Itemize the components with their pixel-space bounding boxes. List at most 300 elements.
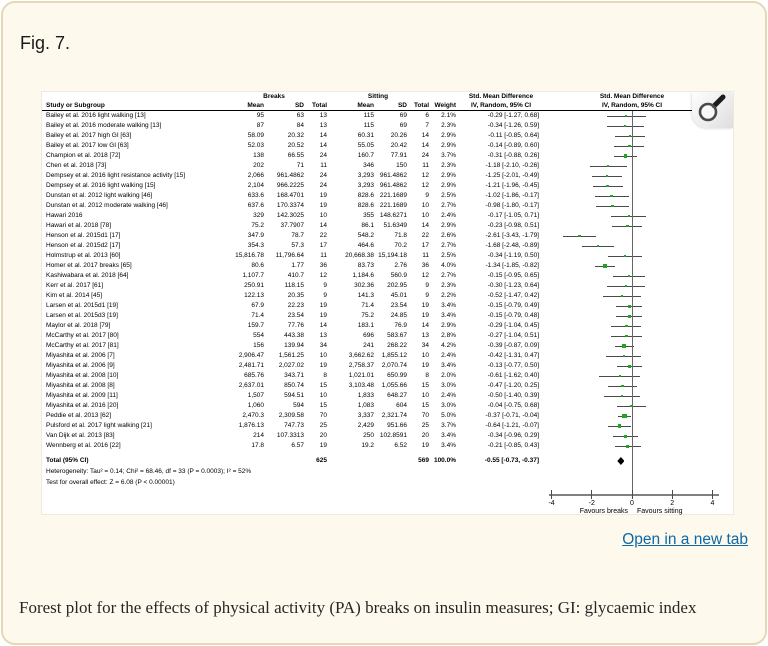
weight: 2.4% [441, 352, 456, 359]
study-row [42, 371, 733, 381]
col-effect-method: IV, Random, 95% CI [470, 102, 532, 109]
ci-plot [547, 171, 735, 181]
ci-text: -0.27 [-1.04, 0.51] [487, 332, 539, 339]
breaks-mean: 1,107.7 [242, 272, 264, 279]
point-estimate-marker [623, 355, 625, 357]
sitting-total: 14 [421, 322, 429, 329]
weight: 3.4% [441, 432, 456, 439]
sitting-sd: 45.01 [390, 292, 407, 299]
weight: 2.9% [441, 182, 456, 189]
breaks-sd: 63 [296, 112, 304, 119]
breaks-total: 9 [323, 292, 327, 299]
ci-plot [547, 221, 735, 231]
sitting-total: 15 [421, 382, 429, 389]
col-study: Study or Subgroup [46, 102, 105, 109]
weight: 2.9% [441, 322, 456, 329]
study-name: Dempsey et al. 2016 light resistance activity [15] [46, 172, 186, 179]
study-name: Henson et al. 2015d1 [17] [46, 232, 121, 239]
study-row [42, 281, 733, 291]
study-name: Larsen et al. 2015d3 [19] [46, 312, 118, 319]
breaks-mean: 122.13 [244, 292, 264, 299]
point-estimate-marker [624, 125, 626, 127]
point-estimate-marker [628, 315, 631, 318]
ci-text: -1.68 [-2.48, -0.89] [485, 242, 539, 249]
breaks-sd: 594 [293, 402, 304, 409]
sitting-total: 11 [422, 252, 429, 259]
weight: 2.7% [441, 272, 456, 279]
sitting-total: 10 [421, 212, 429, 219]
sitting-mean: 241 [363, 342, 374, 349]
ci-plot [547, 411, 735, 421]
study-name: Kerr et al. 2017 [61] [46, 282, 104, 289]
ci-text: -0.37 [-0.71, -0.04] [485, 412, 539, 419]
breaks-mean: 2,906.47 [238, 352, 264, 359]
study-row [42, 141, 733, 151]
study-name: Miyashita et al. 2009 [11] [46, 392, 118, 399]
breaks-sd: 594.51 [284, 392, 304, 399]
breaks-mean: 71.4 [251, 312, 264, 319]
breaks-total: 11 [320, 252, 327, 259]
sitting-mean: 3,293 [357, 182, 374, 189]
sitting-mean: 828.6 [357, 192, 374, 199]
weight: 2.5% [441, 192, 456, 199]
breaks-mean: 633.6 [247, 192, 264, 199]
weight: 2.9% [441, 222, 456, 229]
ci-plot [547, 211, 735, 221]
ci-text: -0.47 [-1.20, 0.25] [487, 382, 539, 389]
study-name: Bailey et al. 2016 light walking [13] [46, 112, 146, 119]
breaks-sd: 1,561.25 [278, 352, 304, 359]
sitting-mean: 160.7 [357, 152, 374, 159]
breaks-sd: 23.54 [287, 312, 304, 319]
sitting-total: 36 [421, 262, 429, 269]
point-estimate-marker [628, 145, 631, 148]
sitting-total: 15 [421, 402, 429, 409]
sitting-mean: 2,429 [357, 422, 374, 429]
point-estimate-marker [626, 225, 629, 228]
ci-text: -0.14 [-0.89, 0.60] [487, 142, 539, 149]
sitting-total: 12 [421, 272, 429, 279]
study-row [42, 111, 733, 121]
point-estimate-marker [578, 235, 580, 237]
breaks-sd: 71 [296, 162, 304, 169]
study-name: Maylor et al. 2018 [79] [46, 322, 111, 329]
breaks-total: 13 [319, 122, 327, 129]
weight: 2.7% [441, 242, 456, 249]
col-breaks-total: Total [311, 102, 327, 109]
breaks-sd: 84 [296, 122, 304, 129]
weight: 2.8% [441, 332, 456, 339]
point-estimate-marker [597, 245, 599, 247]
point-estimate-marker [628, 215, 630, 217]
axis-tick-label: 0 [630, 500, 634, 507]
breaks-total: 19 [319, 312, 327, 319]
breaks-sd: 22.23 [287, 302, 304, 309]
study-name: Dempsey et al. 2016 light walking [15] [46, 182, 156, 189]
ci-plot [547, 421, 735, 431]
point-estimate-marker [619, 375, 621, 377]
breaks-mean: 2,470.3 [242, 412, 264, 419]
breaks-mean: 329 [253, 212, 264, 219]
point-estimate-marker [621, 295, 623, 297]
sitting-mean: 3,662.62 [348, 352, 374, 359]
breaks-mean: 75.2 [251, 222, 264, 229]
sitting-sd: 150 [396, 162, 407, 169]
breaks-mean: 1,876.13 [238, 422, 264, 429]
point-estimate-marker [625, 335, 628, 338]
point-estimate-marker [606, 175, 609, 178]
sitting-total: 70 [421, 412, 429, 419]
breaks-total: 24 [319, 172, 327, 179]
breaks-total: 34 [319, 342, 327, 349]
sitting-sd: 70.2 [394, 242, 407, 249]
sitting-total: 24 [421, 152, 429, 159]
point-estimate-marker [626, 445, 629, 448]
breaks-total: 19 [319, 362, 327, 369]
sitting-sd: 51.6349 [383, 222, 407, 229]
breaks-sd: 142.3025 [276, 212, 304, 219]
point-estimate-marker [622, 344, 626, 348]
study-name: Kim et al. 2014 [45] [46, 292, 103, 299]
study-name: Dunstan et al. 2012 light walking [46] [46, 192, 153, 199]
study-name: Dunstan et al. 2012 moderate walking [46] [46, 202, 168, 209]
breaks-mean: 159.7 [247, 322, 264, 329]
sitting-sd: 69 [399, 122, 407, 129]
sitting-total: 10 [421, 392, 429, 399]
heterogeneity-note: Heterogeneity: Tau² = 0.14; Chi² = 68.46, df = 33 (P = 0.0003); I² = 52% [46, 468, 252, 475]
breaks-sd: 20.35 [287, 292, 304, 299]
breaks-mean: 2,104 [247, 182, 264, 189]
study-row [42, 341, 733, 351]
axis-tick [632, 490, 633, 499]
plot-effect-title: Std. Mean Difference [599, 93, 665, 100]
study-row [42, 431, 733, 441]
breaks-sd: 57.3 [291, 242, 304, 249]
breaks-mean: 52.03 [247, 142, 264, 149]
ci-text: -1.34 [-1.85, -0.82] [485, 262, 539, 269]
ci-plot [547, 391, 735, 401]
study-name: McCarthy et al. 2017 [81] [46, 342, 119, 349]
breaks-total: 10 [319, 392, 327, 399]
breaks-sd: 850.74 [284, 382, 304, 389]
study-row [42, 391, 733, 401]
weight: 3.0% [441, 382, 456, 389]
study-name: Miyashita et al. 2006 [9] [46, 362, 115, 369]
breaks-total: 24 [319, 182, 327, 189]
weight: 3.7% [441, 152, 456, 159]
study-row [42, 321, 733, 331]
breaks-sd: 139.94 [284, 342, 304, 349]
point-estimate-marker [618, 424, 621, 427]
breaks-total: 14 [319, 132, 327, 139]
total-row [42, 456, 733, 466]
ci-text: -1.25 [-2.01, -0.49] [485, 172, 539, 179]
study-row [42, 331, 733, 341]
study-row [42, 421, 733, 431]
ci-plot [547, 341, 735, 351]
study-row [42, 131, 733, 141]
ci-text: -0.13 [-0.77, 0.50] [487, 362, 539, 369]
col-breaks-mean: Mean [247, 102, 264, 109]
ci-text: -0.98 [-1.80, -0.17] [485, 202, 539, 209]
sitting-total: 19 [421, 442, 429, 449]
sitting-mean: 83.73 [357, 262, 374, 269]
breaks-sd: 6.57 [291, 442, 304, 449]
sitting-mean: 3,337 [357, 412, 374, 419]
sitting-mean: 3,103.48 [348, 382, 374, 389]
ci-plot [547, 311, 735, 321]
weight: 2.1% [441, 112, 456, 119]
point-estimate-marker [611, 205, 613, 207]
weight: 3.7% [441, 422, 456, 429]
ci-plot [547, 161, 735, 171]
weight: 2.9% [441, 132, 456, 139]
breaks-total: 25 [319, 422, 327, 429]
sitting-total: 8 [425, 372, 429, 379]
ci-plot [547, 231, 735, 241]
breaks-total: 19 [319, 192, 327, 199]
sitting-mean: 302.36 [354, 282, 374, 289]
sitting-total: 9 [425, 282, 429, 289]
sitting-mean: 3,293 [357, 172, 374, 179]
col-breaks-sd: SD [294, 102, 304, 109]
breaks-total: 8 [323, 372, 327, 379]
breaks-total: 22 [319, 232, 327, 239]
study-row [42, 261, 733, 271]
sitting-sd: 560.9 [390, 272, 407, 279]
open-in-new-tab-link[interactable]: Open in a new tab [622, 531, 748, 548]
sitting-sd: 148.6271 [379, 212, 407, 219]
weight: 3.4% [441, 442, 456, 449]
point-estimate-marker [625, 285, 627, 287]
figure-card [1, 1, 767, 645]
ci-plot [547, 251, 735, 261]
x-axis [549, 494, 719, 496]
breaks-sd: 37.7907 [280, 222, 304, 229]
study-name: Larsen et al. 2015d1 [19] [46, 302, 118, 309]
study-row [42, 201, 733, 211]
sitting-mean: 71.4 [361, 302, 374, 309]
sitting-mean: 346 [363, 162, 374, 169]
zero-reference-line [632, 111, 633, 494]
sitting-total: 14 [421, 132, 429, 139]
weight: 2.3% [441, 162, 456, 169]
sitting-mean: 1,833 [357, 392, 374, 399]
sitting-total: 14 [421, 142, 429, 149]
magnifier-icon[interactable] [692, 92, 733, 128]
favours-right-label: Favours sitting [637, 508, 683, 515]
axis-tick-label: 2 [670, 500, 675, 507]
weight: 2.2% [441, 292, 456, 299]
ci-text: -0.50 [-1.40, 0.39] [487, 392, 539, 399]
sitting-mean: 1,021.01 [348, 372, 374, 379]
sitting-sd: 202.95 [387, 282, 407, 289]
sitting-sd: 961.4862 [379, 182, 407, 189]
sitting-sd: 221.1689 [379, 202, 407, 209]
sitting-mean: 548.2 [357, 232, 374, 239]
breaks-mean: 202 [253, 162, 264, 169]
study-row [42, 221, 733, 231]
breaks-sd: 961.4862 [276, 172, 304, 179]
ci-text: -0.11 [-0.85, 0.64] [488, 132, 539, 139]
ci-plot [547, 291, 735, 301]
study-name: Hawari et al. 2018 [78] [46, 222, 112, 229]
study-row [42, 361, 733, 371]
sitting-total: 19 [421, 302, 429, 309]
sitting-sd: 268.22 [387, 342, 407, 349]
breaks-sd: 11,796.64 [275, 252, 304, 259]
breaks-total: 10 [319, 212, 327, 219]
breaks-mean: 554 [253, 332, 264, 339]
breaks-sd: 77.76 [287, 322, 304, 329]
total-plot-cell [547, 456, 735, 466]
ci-plot [547, 131, 735, 141]
breaks-sd: 168.4701 [276, 192, 304, 199]
axis-tick [591, 490, 592, 499]
ci-text: -0.34 [-0.96, 0.29] [487, 432, 539, 439]
sitting-sd: 2.76 [394, 262, 407, 269]
breaks-sd: 410.7 [287, 272, 304, 279]
study-name: Hawari 2016 [46, 212, 83, 219]
weight: 3.4% [441, 312, 456, 319]
sitting-mean: 1,184.6 [352, 272, 374, 279]
weight: 2.0% [441, 372, 456, 379]
breaks-sd: 1.77 [291, 262, 304, 269]
point-estimate-marker [606, 185, 609, 188]
breaks-total: 14 [319, 142, 327, 149]
study-row [42, 171, 733, 181]
study-row [42, 251, 733, 261]
ci-text: -0.42 [-1.31, 0.47] [487, 352, 539, 359]
weight: 2.6% [441, 232, 456, 239]
sitting-mean: 355 [363, 212, 374, 219]
sitting-sd: 6.52 [394, 442, 407, 449]
breaks-total: 20 [319, 432, 327, 439]
ci-plot [547, 301, 735, 311]
breaks-mean: 67.9 [251, 302, 264, 309]
study-row [42, 411, 733, 421]
total-sitting-n: 569 [418, 457, 429, 464]
breaks-mean: 2,637.01 [238, 382, 264, 389]
sitting-mean: 828.6 [357, 202, 374, 209]
ci-text: -1.18 [-2.10, -0.26] [485, 162, 539, 169]
point-estimate-marker [607, 165, 609, 167]
sitting-sd: 648.27 [387, 392, 407, 399]
col-weight: Weight [434, 102, 456, 109]
ci-plot [547, 431, 735, 441]
breaks-mean: 58.09 [247, 132, 264, 139]
sitting-mean: 60.31 [357, 132, 374, 139]
study-name: Miyashita et al. 2008 [8] [46, 382, 115, 389]
axis-tick-label: -2 [588, 500, 595, 507]
sitting-total: 7 [425, 122, 429, 129]
sitting-total: 9 [425, 292, 429, 299]
ci-plot [547, 241, 735, 251]
sitting-total: 12 [421, 172, 429, 179]
sitting-sd: 1,055.66 [381, 382, 407, 389]
overall-effect-note: Test for overall effect: Z = 6.08 (P < 0.00001) [46, 479, 175, 486]
sitting-mean: 464.6 [357, 242, 374, 249]
breaks-sd: 170.3374 [276, 202, 304, 209]
study-row [42, 441, 733, 451]
ci-text: -0.61 [-1.62, 0.40] [487, 372, 539, 379]
breaks-sd: 118.15 [284, 282, 304, 289]
point-estimate-marker [628, 305, 631, 308]
sitting-mean: 55.05 [357, 142, 374, 149]
point-estimate-marker [625, 325, 628, 328]
sitting-total: 10 [421, 202, 429, 209]
breaks-sd: 78.7 [291, 232, 304, 239]
breaks-total: 17 [319, 242, 327, 249]
breaks-sd: 443.38 [284, 332, 304, 339]
ci-plot [547, 181, 735, 191]
study-row [42, 271, 733, 281]
col-sitting-mean: Mean [357, 102, 374, 109]
ci-plot [547, 191, 735, 201]
ci-text: -0.31 [-0.88, 0.26] [487, 152, 539, 159]
breaks-mean: 2,481.71 [238, 362, 264, 369]
study-row [42, 151, 733, 161]
study-name: Peddie et al. 2013 [62] [46, 412, 112, 419]
total-weight: 100.0% [433, 457, 456, 464]
study-row [42, 381, 733, 391]
ci-plot [547, 281, 735, 291]
sitting-sd: 961.4862 [379, 172, 407, 179]
sitting-total: 17 [421, 242, 429, 249]
point-estimate-marker [610, 195, 612, 197]
axis-tick-label: 4 [710, 500, 715, 507]
sitting-mean: 141.3 [357, 292, 374, 299]
study-name: Holmstrup et al. 2013 [60] [46, 252, 121, 259]
study-rows [42, 111, 733, 451]
axis-tick [551, 490, 552, 499]
figure-caption: Forest plot for the effects of physical activity (PA) breaks on insulin measures; GI: glycaemic index [19, 598, 697, 617]
ci-plot [547, 361, 735, 371]
point-estimate-marker [629, 135, 632, 138]
sitting-total: 13 [421, 332, 429, 339]
sitting-total: 25 [421, 422, 429, 429]
sitting-mean: 86.1 [361, 222, 374, 229]
breaks-mean: 637.6 [247, 202, 264, 209]
study-name: Miyashita et al. 2016 [20] [46, 402, 119, 409]
study-name: Miyashita et al. 2006 [7] [46, 352, 115, 359]
ci-text: -0.39 [-0.87, 0.09] [487, 342, 539, 349]
sitting-mean: 115 [363, 112, 374, 119]
ci-text: -0.17 [-1.05, 0.71] [487, 212, 539, 219]
ci-text: -2.61 [-3.43, -1.79] [485, 232, 539, 239]
study-name: Van Dijk et al. 2013 [83] [46, 432, 115, 439]
study-row [42, 181, 733, 191]
sitting-total: 22 [421, 232, 429, 239]
ci-text: -1.02 [-1.86, -0.17] [485, 192, 539, 199]
breaks-sd: 20.52 [287, 142, 304, 149]
breaks-sd: 343.71 [284, 372, 304, 379]
study-row [42, 211, 733, 221]
ci-text: -0.15 [-0.79, 0.48] [487, 312, 539, 319]
breaks-total: 11 [320, 162, 327, 169]
sitting-total: 19 [421, 362, 429, 369]
study-name: Wennberg et al. 2016 [22] [46, 442, 121, 449]
ci-plot [547, 321, 735, 331]
ci-plot [547, 351, 735, 361]
point-estimate-marker [624, 255, 626, 257]
weight: 2.4% [441, 392, 456, 399]
sitting-sd: 76.9 [394, 322, 407, 329]
ci-text: -0.34 [-1.19, 0.50] [487, 252, 539, 259]
weight: 2.9% [441, 142, 456, 149]
ci-text: -0.04 [-0.75, 0.68] [487, 402, 539, 409]
study-row [42, 351, 733, 361]
